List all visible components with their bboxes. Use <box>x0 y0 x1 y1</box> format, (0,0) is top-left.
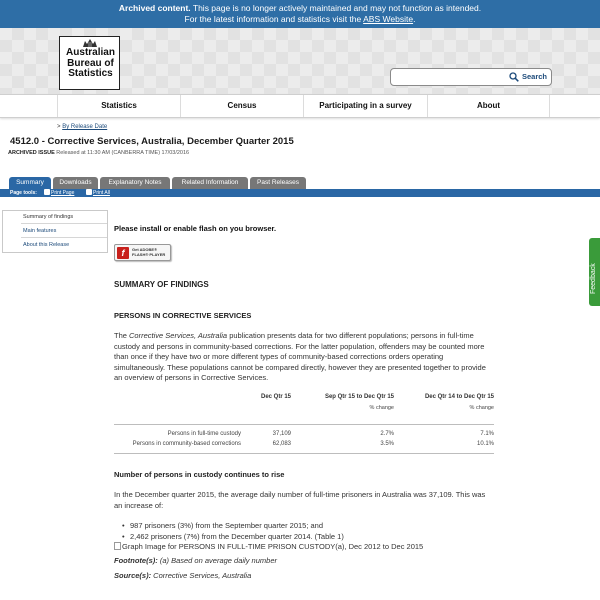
table-cell: 37,109 <box>272 431 291 437</box>
archive-banner <box>0 0 600 28</box>
banner-period: . <box>413 14 416 24</box>
table-cell: 7.1% <box>480 431 494 437</box>
logo-line-1: Australian <box>66 47 115 58</box>
breadcrumb-separator: > <box>57 124 61 130</box>
table-subheader-col3: % change <box>469 405 494 411</box>
breadcrumb-by-release-date[interactable]: By Release Date <box>62 124 108 130</box>
sidebar-divider <box>21 223 107 224</box>
table-header-col2: Sep Qtr 15 to Dec Qtr 15 <box>324 394 394 400</box>
table-row-label: Persons in full-time custody <box>167 431 241 437</box>
archived-label: ARCHIVED ISSUE <box>8 150 55 156</box>
source <box>114 571 251 580</box>
page-tools-bar <box>0 189 600 197</box>
sidebar-item-summary-of-findings[interactable]: Summary of findings <box>23 214 74 220</box>
table-divider <box>114 453 494 454</box>
flash-badge-line-2: FLASH® PLAYER <box>132 251 166 257</box>
table-header-col1: Dec Qtr 15 <box>260 394 291 400</box>
table-cell: 10.1% <box>476 441 494 447</box>
site-header <box>0 28 600 94</box>
list-item: • 2,462 prisoners (7%) from the December quarter 2014. (Table 1) <box>130 532 344 541</box>
print-page-link[interactable] <box>44 189 74 197</box>
feedback-tab[interactable] <box>589 238 600 306</box>
get-flash-player-button[interactable] <box>114 244 171 261</box>
logo-line-2: Bureau of <box>67 57 114 69</box>
search-input[interactable] <box>395 71 503 84</box>
sidebar-nav <box>2 210 108 253</box>
print-icon <box>44 189 50 195</box>
intro-text-pre: The <box>114 331 130 340</box>
source-text: Corrective Services, Australia <box>151 571 252 580</box>
page-title: 4512.0 - Corrective Services, Australia, December Quarter 2015 <box>10 136 294 147</box>
banner-strong: Archived content. <box>118 3 191 13</box>
banner-line2: For the latest information and statistics visit the <box>184 14 362 24</box>
tab-related-information[interactable]: Related Information <box>172 177 248 189</box>
tab-past-releases[interactable]: Past Releases <box>250 177 306 189</box>
intro-text-post: publication presents data for two different populations; persons in full-time custody and persons in community-based corrections. For the latter population, offenders may be counted more than once if they have two or more different types of community-based corrections orders operating simultaneously. These populations cannot be compared directly, however they are presented together to provide an overview of persons in Corrective Services. <box>114 331 486 382</box>
tab-downloads[interactable]: Downloads <box>53 177 98 189</box>
release-time: Released at 11:30 AM (CANBERRA TIME) 17/03/2016 <box>56 150 190 156</box>
print-all-label: Print All <box>93 190 110 196</box>
breadcrumb <box>57 124 107 130</box>
list-item: • 987 prisoners (3%) from the September quarter 2015; and <box>130 521 323 530</box>
print-all-link[interactable] <box>86 189 110 197</box>
footnote-label: Footnote(s): <box>114 556 158 565</box>
persons-heading: PERSONS IN CORRECTIVE SERVICES <box>114 311 252 320</box>
flash-badge-line-1: Get ADOBE® <box>132 247 158 252</box>
graph-alt-text: Graph Image for PERSONS IN FULL-TIME PRISON CUSTODY(a), Dec 2012 to Dec 2015 <box>122 542 424 551</box>
tab-explanatory-notes[interactable]: Explanatory Notes <box>100 177 170 189</box>
search-button-label: Search <box>522 72 548 81</box>
summary-heading: SUMMARY OF FINDINGS <box>114 280 209 289</box>
table-subheader-col2: % change <box>369 405 394 411</box>
search-button[interactable] <box>508 70 550 84</box>
intro-text-italic: Corrective Services, Australia <box>129 331 228 340</box>
main-nav <box>0 94 600 118</box>
feedback-label: Feedback <box>590 263 597 294</box>
broken-image-icon <box>114 542 121 550</box>
logo-line-3: Statistics <box>68 68 113 79</box>
table-cell: 2.7% <box>380 431 394 437</box>
flash-message: Please install or enable flash on you browser. <box>114 224 277 233</box>
nav-item-participating[interactable]: Participating in a survey <box>303 95 427 117</box>
print-all-icon <box>86 189 92 195</box>
nav-item-statistics[interactable]: Statistics <box>57 95 180 117</box>
table-cell: 62,083 <box>272 441 291 447</box>
nav-item-census[interactable]: Census <box>180 95 303 117</box>
intro-paragraph <box>114 331 489 384</box>
table-row-label: Persons in community-based corrections <box>132 441 241 447</box>
abs-website-link[interactable]: ABS Website <box>363 14 414 24</box>
footnote-text: (a) Based on average daily number <box>157 556 277 565</box>
graph-image <box>114 542 423 551</box>
print-page-label: Print Page <box>51 190 75 196</box>
search-icon <box>509 72 519 82</box>
abs-logo[interactable] <box>59 36 120 90</box>
nav-item-about[interactable]: About <box>427 95 550 117</box>
footnote <box>114 556 277 565</box>
table-divider <box>114 424 494 425</box>
table-cell: 3.5% <box>380 441 394 447</box>
tab-summary[interactable]: Summary <box>9 177 51 189</box>
sidebar-item-about-this-release[interactable]: About this Release <box>23 242 70 248</box>
sidebar-divider <box>21 237 107 238</box>
archived-issue-line <box>8 150 189 156</box>
table-header-col3: Dec Qtr 14 to Dec Qtr 15 <box>424 394 494 400</box>
flash-icon: f <box>117 247 129 259</box>
sidebar-item-main-features[interactable]: Main features <box>23 228 57 234</box>
page-tools-label: Page tools: <box>10 190 37 196</box>
search-box <box>390 68 552 86</box>
custody-heading: Number of persons in custody continues to rise <box>114 470 285 479</box>
banner-line1: This page is no longer actively maintained and may not function as intended. <box>192 3 482 13</box>
source-label: Source(s): <box>114 571 152 580</box>
custody-paragraph: In the December quarter 2015, the average daily number of full-time prisoners in Australia was 37,109. This was an increase of: <box>114 490 486 510</box>
